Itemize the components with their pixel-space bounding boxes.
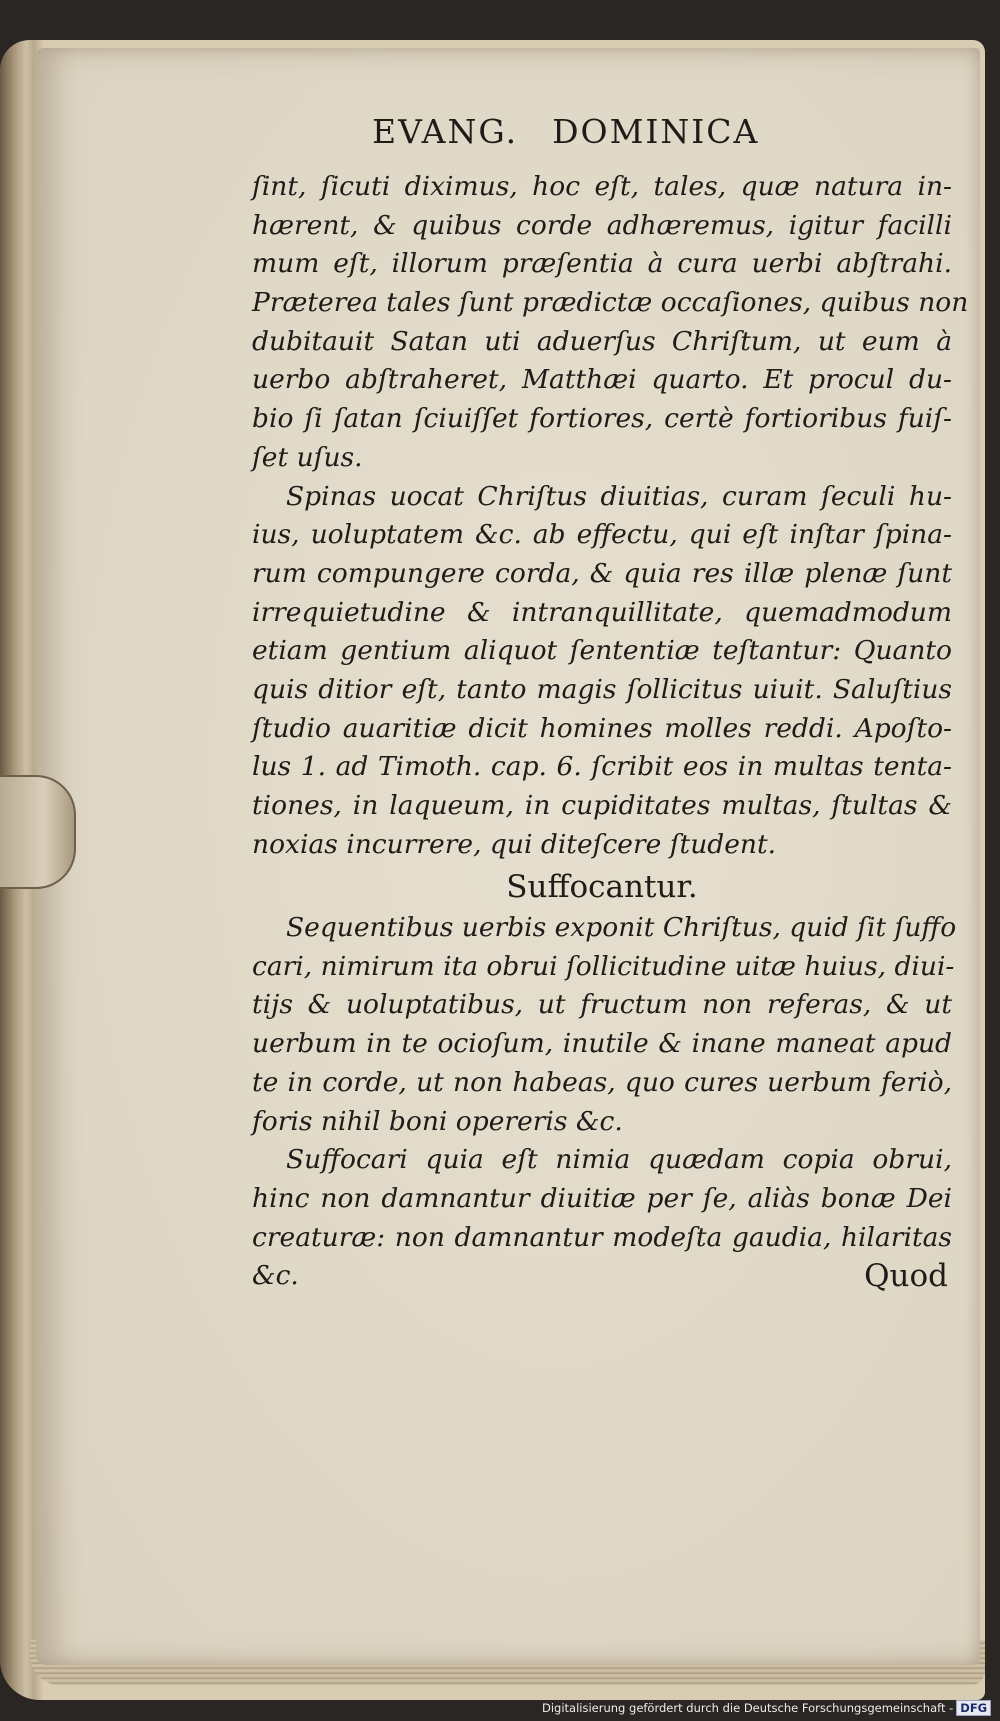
text-line: irrequietudine & intranquillitate, quemadmodum [252,596,952,628]
text-line-with-catchword [252,1257,952,1296]
book-clasp [0,775,76,889]
digitization-footer [542,1700,991,1716]
text-line: creaturæ: non damnantur modeſta gaudia, hilaritas [252,1221,952,1253]
text-line: ſet uſus. [252,441,363,473]
header-word-1: EVANG. [372,112,519,151]
text-line: uerbum in te ocioſum, inutile & inane maneat apud [252,1028,952,1060]
section-heading: Suffocantur. [506,869,698,906]
text-line: foris nihil boni opereris &c. [252,1105,623,1137]
text-line: uerbo abſtraheret, Matthæi quarto. Et procul du- [252,364,952,396]
body-text [252,168,969,1296]
text-line: hinc non damnantur diuitiæ per ſe, aliàs bonæ Dei [252,1182,952,1214]
text-line: quis ditior eſt, tanto magis ſollicitus uiuit. Saluſtius [252,673,952,705]
header-word-2: DOMINICA [552,112,760,151]
text-line: ius, uoluptatem &c. ab effectu, qui eſt inſtar ſpina- [252,519,952,551]
text-line: dubitauit Satan uti aduerſus Chriſtum, ut eum à [252,325,952,357]
text-line: Sequentibus uerbis exponit Chriſtus, quid ſit ſuffo [286,912,957,944]
text-line: cari, nimirum ita obrui ſollicitudine uitæ huius, diui- [252,950,955,982]
text-line-end: &c. [252,1260,299,1292]
text-line: lus 1. ad Timoth. cap. 6. ſcribit eos in multas tenta- [252,751,952,783]
text-line: mum eſt, illorum præſentia à cura uerbi abſtrahi. [252,248,952,280]
running-header [372,112,759,151]
text-line: noxias incurrere, qui diteſcere ſtudent. [252,828,777,860]
footer-text: Digitalisierung gefördert durch die Deutsche Forschungsgemeinschaft - [542,1701,954,1715]
text-line: ſint, ſicuti diximus, hoc eſt, tales, quæ natura in- [252,171,952,202]
text-line: Præterea tales ſunt prædictæ occaſiones, quibus non [252,287,969,319]
text-line: Suffocari quia eſt nimia quædam copia obrui, [286,1144,952,1176]
text-line: tiones, in laqueum, in cupiditates multas, ſtultas & [252,790,952,821]
text-line: te in corde, ut non habeas, quo cures uerbum feriò, [252,1066,952,1098]
text-line: hærent, & quibus corde adhæremus, igitur facilli [252,209,952,241]
text-line: bio ſi ſatan ſciuiſſet fortiores, certè fortioribus fuiſ- [252,403,952,435]
dfg-logo-icon: DFG [956,1700,991,1716]
text-line: etiam gentium aliquot ſententiæ teſtantur: Quanto [252,635,952,667]
text-line: rum compungere corda, & quia res illæ plenæ ſunt [252,557,952,589]
catchword: Quod [864,1258,948,1295]
text-line: tijs & uoluptatibus, ut fructum non referas, & ut [252,989,952,1021]
text-line: Spinas uocat Chriſtus diuitias, curam ſeculi hu- [286,480,952,512]
text-line: ſtudio auaritiæ dicit homines molles reddi. Apoſto- [252,712,952,744]
